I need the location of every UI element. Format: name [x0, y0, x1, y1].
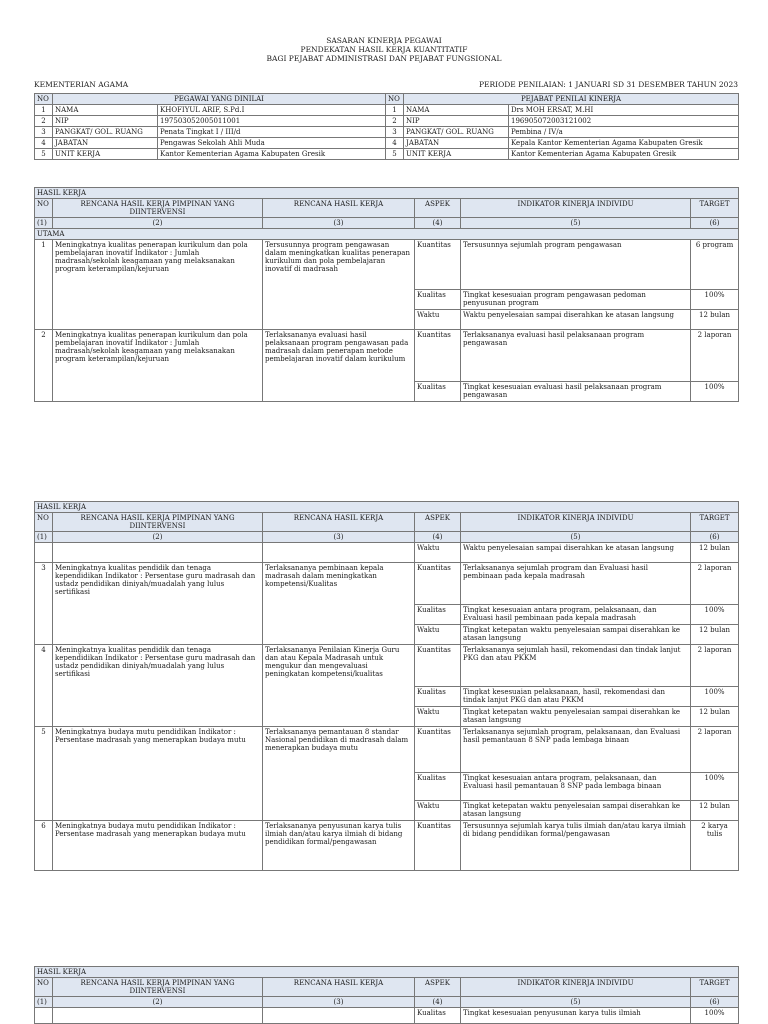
- item-aspek: Waktu: [415, 625, 461, 645]
- col-aspek: ASPEK: [415, 978, 461, 997]
- col-rhk-pimpinan: RENCANA HASIL KERJA PIMPINAN YANG DIINTERVENSI: [53, 978, 263, 997]
- row-right-value: Drs MOH ERSAT, M.HI: [509, 105, 739, 116]
- item-aspek: Kualitas: [415, 382, 461, 402]
- row-no: 2: [386, 116, 404, 127]
- item-rhk-pimpinan: Meningkatnya kualitas pendidik dan tenaga kependidikan Indikator : Persentase guru madrasah dan ustadz pendidikan diniyah/muadalah yang lulus sertifikasi: [53, 645, 263, 727]
- identity-row: [35, 127, 739, 138]
- identity-row: [35, 116, 739, 127]
- identity-row: [35, 149, 739, 160]
- col-no: NO: [35, 199, 53, 218]
- item-no: 4: [35, 645, 53, 727]
- row-label: JABATAN: [404, 138, 509, 149]
- col-num: (4): [415, 532, 461, 543]
- doc-title: SASARAN KINERJA PEGAWAI: [326, 36, 442, 45]
- item-target: 12 bulan: [691, 801, 739, 821]
- periode-label: PERIODE PENILAIAN: 1 JANUARI SD 31 DESEMBER TAHUN 2023: [479, 80, 738, 89]
- item-rhk-pimpinan: Meningkatnya budaya mutu pendidikan Indikator : Persentase madrasah yang menerapkan budaya mutu: [53, 821, 263, 871]
- row-label: PANGKAT/ GOL. RUANG: [404, 127, 509, 138]
- col-rhk: RENCANA HASIL KERJA: [263, 513, 415, 532]
- row-left-value: Pengawas Sekolah Ahli Muda: [158, 138, 386, 149]
- col-num: (1): [35, 218, 53, 229]
- item-indikator: Tingkat kesesuaian evaluasi hasil pelaksanaan program pengawasan: [461, 382, 691, 402]
- item-no: 5: [35, 727, 53, 821]
- row-no: 1: [35, 105, 53, 116]
- col-no: NO: [386, 94, 404, 105]
- item-target: 2 karya tulis: [691, 821, 739, 871]
- item-no: 6: [35, 821, 53, 871]
- item-target: 12 bulan: [691, 310, 739, 330]
- instansi-label: KEMENTERIAN AGAMA: [34, 80, 129, 89]
- item-aspek: Kuantitas: [415, 727, 461, 773]
- row-label: NIP: [53, 116, 158, 127]
- row-no: 5: [386, 149, 404, 160]
- section-hasil-kerja: HASIL KERJA: [35, 502, 739, 513]
- col-iki: INDIKATOR KINERJA INDIVIDU: [461, 199, 691, 218]
- col-no: NO: [35, 978, 53, 997]
- col-no: NO: [35, 94, 53, 105]
- col-rhk-pimpinan: RENCANA HASIL KERJA PIMPINAN YANG DIINTERVENSI: [53, 513, 263, 532]
- row-right-value: Kantor Kementerian Agama Kabupaten Gresik: [509, 149, 739, 160]
- item-aspek: Kualitas: [415, 605, 461, 625]
- section-hasil-kerja: HASIL KERJA: [35, 967, 739, 978]
- item-rhk: [263, 543, 415, 563]
- item-rhk: Tersusunnya program pengawasan dalam meningkatkan kualitas penerapan kurikulum dan pola pembelajaran inovatif di madrasah: [263, 240, 415, 330]
- item-target: 2 laporan: [691, 563, 739, 605]
- col-target: TARGET: [691, 513, 739, 532]
- item-rhk: Terlaksananya Penilaian Kinerja Guru dan atau Kepala Madrasah untuk mengukur dan mengevaluasi peningkatan kompetensi/kualitas: [263, 645, 415, 727]
- item-indikator: Tingkat ketepatan waktu penyelesaian sampai diserahkan ke atasan langsung: [461, 625, 691, 645]
- hasil-kerja-table-3: [34, 966, 739, 1024]
- section-utama: UTAMA: [35, 229, 739, 240]
- row-left-value: Penata Tingkat I / III/d: [158, 127, 386, 138]
- doc-subtitle: PENDEKATAN HASIL KERJA KUANTITATIF: [300, 45, 468, 54]
- col-rhk-pimpinan: RENCANA HASIL KERJA PIMPINAN YANG DIINTERVENSI: [53, 199, 263, 218]
- row-left-value: 197503052005011001: [158, 116, 386, 127]
- col-no: NO: [35, 513, 53, 532]
- item-indikator: Tingkat kesesuaian antara program, pelaksanaan, dan Evaluasi hasil pembinaan pada kepala madrasah: [461, 605, 691, 625]
- item-no: 2: [35, 330, 53, 402]
- item-target: 2 laporan: [691, 727, 739, 773]
- col-aspek: ASPEK: [415, 199, 461, 218]
- col-iki: INDIKATOR KINERJA INDIVIDU: [461, 513, 691, 532]
- item-rhk-pimpinan: Meningkatnya kualitas pendidik dan tenaga kependidikan Indikator : Persentase guru madrasah dan ustadz pendidikan diniyah/muadalah yang lulus sertifikasi: [53, 563, 263, 645]
- item-rhk: Terlaksananya pembinaan kepala madrasah dalam meningkatkan kompetensi/Kualitas: [263, 563, 415, 645]
- identity-table: [34, 93, 739, 160]
- col-target: TARGET: [691, 978, 739, 997]
- item-aspek: Waktu: [415, 707, 461, 727]
- row-label: PANGKAT/ GOL. RUANG: [53, 127, 158, 138]
- item-indikator: Tingkat kesesuaian program pengawasan pedoman penyusunan program: [461, 290, 691, 310]
- item-rhk-pimpinan: Meningkatnya kualitas penerapan kurikulum dan pola pembelajaran inovatif Indikator : Jumlah madrasah/sekolah keagamaan yang melaksanakan program keterampilan/kejuruan: [53, 240, 263, 330]
- item-target: 100%: [691, 290, 739, 310]
- col-target: TARGET: [691, 199, 739, 218]
- row-no: 4: [35, 138, 53, 149]
- col-num: (6): [691, 532, 739, 543]
- item-target: 12 bulan: [691, 625, 739, 645]
- item-indikator: Tingkat ketepatan waktu penyelesaian sampai diserahkan ke atasan langsung: [461, 801, 691, 821]
- row-right-value: 196905072003121002: [509, 116, 739, 127]
- item-aspek: Waktu: [415, 801, 461, 821]
- item-no: 1: [35, 240, 53, 330]
- item-indikator: Tersusunnya sejumlah program pengawasan: [461, 240, 691, 290]
- col-num: (4): [415, 218, 461, 229]
- item-indikator: Waktu penyelesaian sampai diserahkan ke atasan langsung: [461, 543, 691, 563]
- row-left-value: Kantor Kementerian Agama Kabupaten Gresik: [158, 149, 386, 160]
- row-no: 3: [386, 127, 404, 138]
- row-no: 5: [35, 149, 53, 160]
- item-no: [35, 1008, 53, 1024]
- identity-row: [35, 138, 739, 149]
- item-rhk-pimpinan: Meningkatnya budaya mutu pendidikan Indikator : Persentase madrasah yang menerapkan budaya mutu: [53, 727, 263, 821]
- hasil-kerja-table-1: [34, 187, 739, 402]
- item-aspek: Kualitas: [415, 1008, 461, 1024]
- col-num: (1): [35, 997, 53, 1008]
- item-target: 100%: [691, 1008, 739, 1024]
- item-indikator: Terlaksananya sejumlah program dan Evaluasi hasil pembinaan pada kepala madrasah: [461, 563, 691, 605]
- doc-subtitle-2: BAGI PEJABAT ADMINISTRASI DAN PEJABAT FUNGSIONAL: [266, 54, 502, 63]
- row-left-value: KHOFIYUL ARIF, S.Pd.I: [158, 105, 386, 116]
- item-aspek: Kualitas: [415, 687, 461, 707]
- item-indikator: Tingkat kesesuaian pelaksanaan, hasil, rekomendasi dan tindak lanjut PKG dan atau PKKM: [461, 687, 691, 707]
- item-indikator: Terlaksananya sejumlah program, pelaksanaan, dan Evaluasi hasil pemantauan 8 SNP pada lembaga binaan: [461, 727, 691, 773]
- item-no: [35, 543, 53, 563]
- col-num: (2): [53, 218, 263, 229]
- identity-row: [35, 105, 739, 116]
- col-num: (3): [263, 532, 415, 543]
- row-label: NAMA: [404, 105, 509, 116]
- item-target: 2 laporan: [691, 645, 739, 687]
- item-target: 100%: [691, 605, 739, 625]
- item-target: 100%: [691, 773, 739, 801]
- col-rhk: RENCANA HASIL KERJA: [263, 199, 415, 218]
- col-num: (4): [415, 997, 461, 1008]
- item-rhk: [263, 1008, 415, 1024]
- row-no: 1: [386, 105, 404, 116]
- item-target: 100%: [691, 382, 739, 402]
- right-title: PEJABAT PENILAI KINERJA: [404, 94, 739, 105]
- row-right-value: Pembina / IV/a: [509, 127, 739, 138]
- item-aspek: Waktu: [415, 310, 461, 330]
- item-target: 100%: [691, 687, 739, 707]
- left-title: PEGAWAI YANG DINILAI: [53, 94, 386, 105]
- row-label: UNIT KERJA: [53, 149, 158, 160]
- col-num: (3): [263, 218, 415, 229]
- row-label: NAMA: [53, 105, 158, 116]
- item-rhk: Terlaksananya penyusunan karya tulis ilmiah dan/atau karya ilmiah di bidang pendidikan formal/pengawasan: [263, 821, 415, 871]
- item-target: 12 bulan: [691, 543, 739, 563]
- item-target: 6 program: [691, 240, 739, 290]
- item-rhk-pimpinan: Meningkatnya kualitas penerapan kurikulum dan pola pembelajaran inovatif Indikator : Jumlah madrasah/sekolah keagamaan yang melaksanakan program keterampilan/kejuruan: [53, 330, 263, 402]
- item-rhk-pimpinan: [53, 1008, 263, 1024]
- col-num: (5): [461, 218, 691, 229]
- row-no: 3: [35, 127, 53, 138]
- col-num: (3): [263, 997, 415, 1008]
- section-hasil-kerja: HASIL KERJA: [35, 188, 739, 199]
- item-rhk: Terlaksananya evaluasi hasil pelaksanaan program pengawasan pada madrasah dalam penerapan metode pembelajaran inovatif dalam kurikulum: [263, 330, 415, 402]
- row-label: UNIT KERJA: [404, 149, 509, 160]
- item-aspek: Kualitas: [415, 290, 461, 310]
- item-aspek: Kuantitas: [415, 240, 461, 290]
- item-indikator: Waktu penyelesaian sampai diserahkan ke atasan langsung: [461, 310, 691, 330]
- item-rhk: Terlaksananya pemantauan 8 standar Nasional pendidikan di madrasah dalam menerapkan budaya mutu: [263, 727, 415, 821]
- item-rhk-pimpinan: [53, 543, 263, 563]
- item-target: 12 bulan: [691, 707, 739, 727]
- item-indikator: Tingkat kesesuaian penyusunan karya tulis ilmiah: [461, 1008, 691, 1024]
- row-no: 2: [35, 116, 53, 127]
- item-aspek: Kualitas: [415, 773, 461, 801]
- item-indikator: Terlaksananya evaluasi hasil pelaksanaan program pengawasan: [461, 330, 691, 382]
- col-num: (1): [35, 532, 53, 543]
- col-num: (2): [53, 532, 263, 543]
- col-num: (6): [691, 997, 739, 1008]
- col-rhk: RENCANA HASIL KERJA: [263, 978, 415, 997]
- item-target: 2 laporan: [691, 330, 739, 382]
- row-label: JABATAN: [53, 138, 158, 149]
- row-no: 4: [386, 138, 404, 149]
- col-num: (6): [691, 218, 739, 229]
- item-aspek: Waktu: [415, 543, 461, 563]
- row-right-value: Kepala Kantor Kementerian Agama Kabupaten Gresik: [509, 138, 739, 149]
- item-aspek: Kuantitas: [415, 645, 461, 687]
- item-indikator: Tingkat ketepatan waktu penyelesaian sampai diserahkan ke atasan langsung: [461, 707, 691, 727]
- col-num: (5): [461, 532, 691, 543]
- col-num: (2): [53, 997, 263, 1008]
- item-aspek: Kuantitas: [415, 330, 461, 382]
- hasil-kerja-table-2: [34, 501, 739, 871]
- item-indikator: Tersusunnya sejumlah karya tulis ilmiah dan/atau karya ilmiah di bidang pendidikan formal/pengawasan: [461, 821, 691, 871]
- row-label: NIP: [404, 116, 509, 127]
- item-aspek: Kuantitas: [415, 563, 461, 605]
- item-indikator: Tingkat kesesuaian antara program, pelaksanaan, dan Evaluasi hasil pemantauan 8 SNP pada lembaga binaan: [461, 773, 691, 801]
- col-iki: INDIKATOR KINERJA INDIVIDU: [461, 978, 691, 997]
- col-num: (5): [461, 997, 691, 1008]
- item-no: 3: [35, 563, 53, 645]
- item-aspek: Kuantitas: [415, 821, 461, 871]
- col-aspek: ASPEK: [415, 513, 461, 532]
- item-indikator: Terlaksananya sejumlah hasil, rekomendasi dan tindak lanjut PKG dan atau PKKM: [461, 645, 691, 687]
